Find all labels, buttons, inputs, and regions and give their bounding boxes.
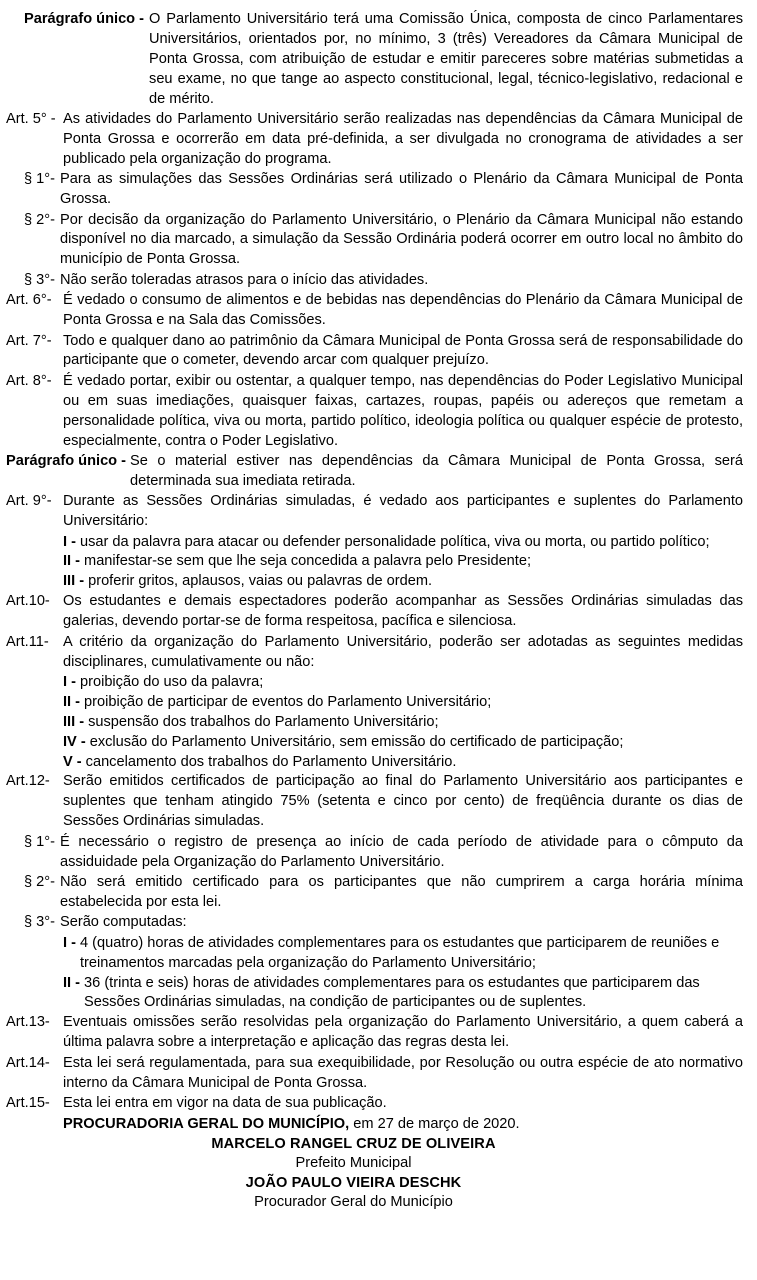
roman-item-label: III -: [63, 573, 85, 590]
article-block: [6, 873, 743, 913]
roman-item-label: II -: [63, 974, 81, 991]
article-text: Serão emitidos certificados de participação ao final do Parlamento Universitário aos participantes e suplentes que tenham atingido 75% (setenta e cinco por cento) de freqüência durante os dias de Sessões Ordinárias simuladas.: [63, 773, 743, 830]
article-block: [6, 633, 743, 673]
roman-item-text: exclusão do Parlamento Universitário, sem emissão do certificado de participação;: [89, 733, 624, 750]
roman-item-label: II -: [63, 693, 81, 710]
article-label: § 1°-: [24, 833, 55, 850]
roman-item-label: V -: [63, 753, 82, 770]
article-text: Esta lei será regulamentada, para sua exequibilidade, por Resolução ou outra espécie de ato normativo interno da Câmara Municipal de Ponta Grossa.: [63, 1054, 743, 1091]
article-label: Parágrafo único -: [24, 11, 145, 27]
article-block: [6, 833, 743, 873]
article-block: [6, 10, 743, 110]
article-block: [6, 1054, 743, 1094]
article-text: É vedado o consumo de alimentos e de bebidas nas dependências do Plenário da Câmara Municipal de Ponta Grossa e na Sala das Comissões.: [63, 292, 743, 329]
roman-item-label: IV -: [63, 733, 86, 750]
article-text: Os estudantes e demais espectadores poderão acompanhar as Sessões Ordinárias simuladas das galerias, devendo portar-se de forma respeitosa, pacífica e silenciosa.: [63, 593, 743, 630]
article-label: Art.11-: [6, 633, 49, 650]
roman-item: [6, 934, 743, 974]
article-label: § 3°-: [24, 914, 55, 931]
article-text: A critério da organização do Parlamento Universitário, poderão ser adotadas as seguintes medidas disciplinares, cumulativamente ou não:: [63, 633, 743, 670]
article-label: Art.13-: [6, 1014, 50, 1031]
article-label: § 2°-: [24, 211, 55, 228]
article-label: Art.15-: [6, 1094, 50, 1111]
article-text: Eventuais omissões serão resolvidas pela organização do Parlamento Universitário, a quem caberá a última palavra sobre a interpretação e aplicação das regras desta lei.: [63, 1014, 743, 1051]
article-text: As atividades do Parlamento Universitário serão realizadas nas dependências da Câmara Municipal de Ponta Grossa e ocorrerão em data pré-definida, a ser divulgada no cronograma de atividades a ser publicado pela organização do programa.: [63, 111, 743, 167]
article-label: Parágrafo único -: [6, 452, 127, 469]
article-block: [6, 592, 743, 632]
signature-role: Procurador Geral do Município: [254, 1193, 453, 1210]
article-block: [6, 1094, 743, 1114]
roman-item-label: I -: [63, 533, 76, 550]
article-block: [6, 452, 743, 492]
signature-name: JOÃO PAULO VIEIRA DESCHK: [245, 1174, 462, 1191]
roman-item-text: manifestar-se sem que lhe seja concedida a palavra pelo Presidente;: [84, 553, 532, 570]
article-block: [6, 170, 743, 210]
article-label: § 3°-: [24, 271, 55, 288]
article-block: [6, 211, 743, 271]
article-label: Art. 6°-: [6, 292, 52, 309]
article-text: Esta lei entra em vigor na data de sua publicação.: [63, 1094, 387, 1111]
article-label: Art. 7°-: [6, 332, 52, 349]
roman-item: [6, 693, 743, 713]
article-block: [6, 110, 743, 170]
roman-item-label: III -: [63, 713, 85, 730]
article-label: § 2°-: [24, 873, 55, 890]
article-text: Se o material estiver nas dependências da Câmara Municipal de Ponta Grossa, será determinada sua imediata retirada.: [130, 452, 743, 489]
article-label: Art.14-: [6, 1054, 50, 1071]
article-label: Art. 5° -: [6, 111, 56, 128]
article-text: Não serão toleradas atrasos para o início das atividades.: [59, 271, 429, 288]
roman-item-label: I -: [63, 673, 76, 690]
signature-block-1: [6, 1135, 743, 1174]
article-text: Serão computadas:: [59, 914, 187, 931]
article-block: [6, 332, 743, 372]
roman-item-text: proibição de participar de eventos do Parlamento Universitário;: [84, 693, 492, 710]
procuradoria-line: [63, 1115, 743, 1135]
closing-block: [6, 1115, 743, 1135]
article-text: Por decisão da organização do Parlamento Universitário, o Plenário da Câmara Municipal não estando disponível no dia marcado, a simulação da Sessão Ordinária poderá ocorrer em outro local no âmbito do município de Ponta Grossa.: [59, 211, 743, 268]
roman-item-text: 4 (quatro) horas de atividades complementares para os estudantes que participarem de reuniões e treinamentos marcadas pela organização do Parlamento Universitário;: [79, 934, 720, 971]
article-label: Art. 8°-: [6, 372, 52, 389]
article-text: É necessário o registro de presença ao início de cada período de atividade para o cômputo da assiduidade pela Organização do Parlamento Universitário.: [59, 833, 743, 870]
article-label: § 1°-: [24, 171, 55, 188]
article-block: [6, 492, 743, 532]
article-text: O Parlamento Universitário terá uma Comissão Única, composta de cinco Parlamentares Universitários, orientados por, no mínimo, 3 (três) Vereadores da Câmara Municipal de Ponta Grossa, com atribuição de estudar e emitir pareceres sobre matérias submetidas a seu exame, no que tange ao aspecto constitucional, legal, técnico-legislativo, redacional e de mérito.: [149, 11, 743, 107]
signature-role: Prefeito Municipal: [295, 1155, 412, 1172]
roman-item: [6, 713, 743, 733]
roman-item-text: 36 (trinta e seis) horas de atividades complementares para os estudantes que participarem das Sessões Ordinárias simuladas, na condição de participantes ou de suplentes.: [84, 974, 700, 1011]
article-block: [6, 372, 743, 452]
article-text: Todo e qualquer dano ao patrimônio da Câmara Municipal de Ponta Grossa será de responsabilidade do participante que o cometer, devendo arcar com qualquer prejuízo.: [63, 332, 743, 369]
roman-item: [6, 552, 743, 572]
article-label: Art.12-: [6, 773, 50, 790]
article-block: [6, 1013, 743, 1053]
roman-item-label: I -: [63, 934, 76, 951]
roman-item-text: usar da palavra para atacar ou defender personalidade política, viva ou morta, ou partido político;: [79, 533, 710, 550]
roman-item-label: II -: [63, 553, 81, 570]
roman-item: [6, 533, 743, 553]
article-text: Para as simulações das Sessões Ordinárias será utilizado o Plenário da Câmara Municipal de Ponta Grossa.: [59, 171, 743, 208]
article-text: Durante as Sessões Ordinárias simuladas, é vedado aos participantes e suplentes do Parlamento Universitário:: [63, 493, 743, 530]
document-body: [6, 10, 743, 1114]
roman-item: [6, 733, 743, 753]
signature-name: MARCELO RANGEL CRUZ DE OLIVEIRA: [211, 1135, 496, 1152]
article-block: [6, 913, 743, 933]
roman-item-text: proibição do uso da palavra;: [79, 673, 264, 690]
roman-item: [6, 753, 743, 773]
article-block: [6, 291, 743, 331]
signature-block-2: [6, 1174, 743, 1213]
roman-item: [6, 974, 743, 1014]
roman-item-text: cancelamento dos trabalhos do Parlamento Universitário.: [85, 753, 457, 770]
procuradoria-date: em 27 de março de 2020.: [349, 1115, 520, 1132]
roman-item-text: proferir gritos, aplausos, vaias ou palavras de ordem.: [88, 573, 433, 590]
article-label: Art. 9°-: [6, 493, 52, 510]
article-label: Art.10-: [6, 593, 50, 610]
article-block: [6, 772, 743, 832]
procuradoria-label: PROCURADORIA GERAL DO MUNICÍPIO,: [63, 1115, 350, 1132]
roman-item: [6, 572, 743, 592]
roman-item-text: suspensão dos trabalhos do Parlamento Universitário;: [88, 713, 439, 730]
article-block: [6, 271, 743, 291]
article-text: É vedado portar, exibir ou ostentar, a qualquer tempo, nas dependências do Poder Legislativo Municipal ou em suas imediações, quaisquer faixas, cartazes, roupas, papéis ou adereços que remetam a personalidade política, viva ou morta, partido político, ideologia política ou qualquer espécie de protesto, especialmente, contra o Poder Legislativo.: [63, 372, 743, 449]
roman-item: [6, 673, 743, 693]
article-text: Não será emitido certificado para os participantes que não cumprirem a carga horária mínima estabelecida por esta lei.: [59, 873, 743, 910]
